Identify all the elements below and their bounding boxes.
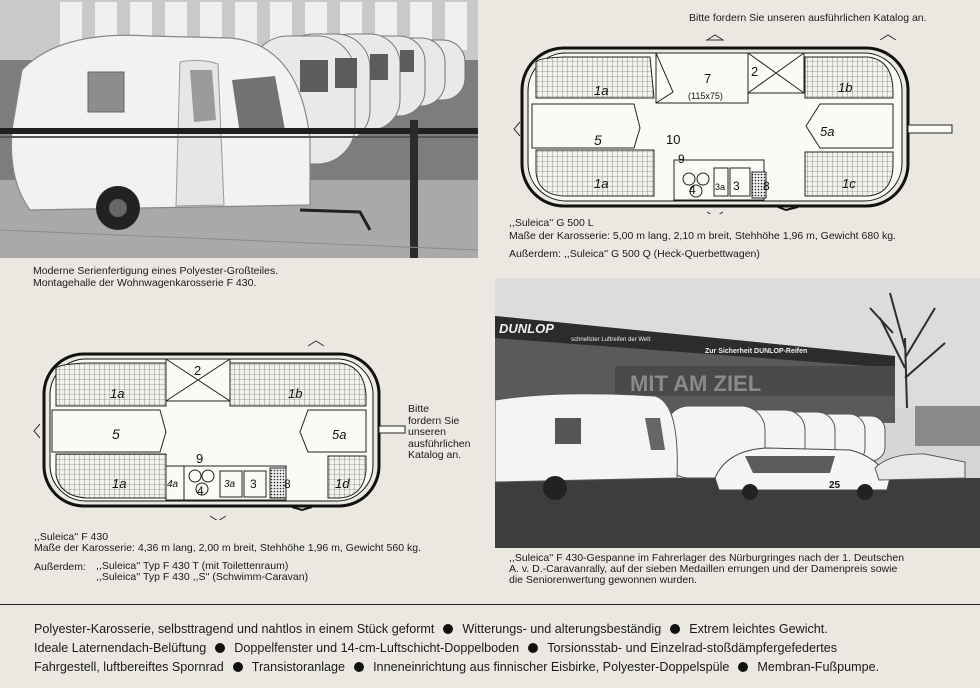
plan-g500-label-1c: 1c <box>842 176 856 191</box>
plan-f430-label-8: 8 <box>284 477 291 491</box>
plan-g500-label-1a-bottom: 1a <box>594 176 609 191</box>
banner-mit-am-ziel: MIT AM ZIEL <box>630 371 762 396</box>
plan-f430-label-1a-top: 1a <box>110 386 125 401</box>
plan-g500-model: ,,Suleica'' G 500 L <box>509 217 594 229</box>
sign-dunlop-slogan: schnellster Luftreifen der Welt <box>571 337 651 343</box>
plan-g500-label-8: 8 <box>763 179 770 193</box>
divider <box>0 604 980 605</box>
sign-dunlop: DUNLOP <box>499 321 554 336</box>
plan-f430-label-5: 5 <box>112 426 120 442</box>
sign-dunlop-right: Zur Sicherheit DUNLOP-Reifen <box>705 348 808 355</box>
bullet-icon <box>738 662 748 672</box>
feature-text: Extrem leichtes Gewicht. <box>689 622 828 636</box>
plan-g500-label-3: 3 <box>733 179 740 193</box>
features-line-1 <box>34 620 964 639</box>
features-paragraph <box>34 620 964 677</box>
feature-text: Polyester-Karosserie, selbsttragend und nahtlos in einem Stück geformt <box>34 622 435 636</box>
floor-plan-g500 <box>508 32 960 214</box>
plan-f430-label-5a: 5a <box>332 427 347 442</box>
plan-f430-also-label: Außerdem: <box>34 561 86 573</box>
feature-text: Membran-Fußpumpe. <box>757 660 880 674</box>
plan-g500-label-5a: 5a <box>820 124 835 139</box>
plan-g500-also: Außerdem: ,,Suleica'' G 500 Q (Heck-Querbettwagen) <box>509 248 760 260</box>
bullet-icon <box>233 662 243 672</box>
plan-f430-label-3a: 3a <box>224 479 236 490</box>
plan-f430-label-1d: 1d <box>335 476 350 491</box>
plan-f430-label-1b: 1b <box>288 386 303 401</box>
photo-nuerburgring-paddock <box>495 278 980 548</box>
plan-f430-label-2: 2 <box>194 363 202 378</box>
bullet-icon <box>670 624 680 634</box>
plan-g500-label-2: 2 <box>751 64 759 79</box>
bullet-icon <box>443 624 453 634</box>
plan-g500-label-4: 4 <box>689 183 696 197</box>
plan-g500-label-5: 5 <box>594 132 602 148</box>
feature-text: Inneneinrichtung aus finnischer Eisbirke, Polyester-Doppelspüle <box>373 660 730 674</box>
plan-f430-model: ,,Suleica'' F 430 <box>34 531 109 543</box>
car-number: 25 <box>829 480 841 491</box>
plan-g500-label-1a-top: 1a <box>594 83 609 98</box>
features-line-3 <box>34 658 964 677</box>
plan-f430-also-list: ,,Suleica'' Typ F 430 T (mit Toilettenraum) ,,Suleica'' Typ F 430 ,,S'' (Schwimm-Caravan) <box>96 560 309 583</box>
plan-f430-label-3: 3 <box>250 477 257 491</box>
bullet-icon <box>354 662 364 672</box>
feature-text: Witterungs- und alterungsbeständig <box>462 622 662 636</box>
photo-factory-hall <box>0 0 478 258</box>
plan-f430-dimensions: Maße der Karosserie: 4,36 m lang, 2,00 m breit, Stehhöhe 1,96 m, Gewicht 560 kg. <box>34 542 421 554</box>
bullet-icon <box>215 643 225 653</box>
plan-f430-label-1a-bottom: 1a <box>112 476 127 491</box>
plan-g500-label-10: 10 <box>666 132 681 147</box>
photo-factory-caption: Moderne Serienfertigung eines Polyester-Großteiles. Montagehalle der Wohnwagenkarosserie F 430. <box>33 265 279 289</box>
floor-plan-f430 <box>30 340 410 520</box>
plan-g500-dimensions: Maße der Karosserie: 5,00 m lang, 2,10 m breit, Stehhöhe 1,96 m, Gewicht 680 kg. <box>509 230 896 242</box>
plan-g500-label-7: 7 <box>704 71 712 86</box>
feature-text: Ideale Laternendach-Belüftung <box>34 641 207 655</box>
feature-text: Torsionsstab- und Einzelrad-stoßdämpfergefedertes <box>547 641 837 655</box>
plan-f430-label-4: 4 <box>197 484 204 498</box>
feature-text: Fahrgestell, luftbereiftes Spornrad <box>34 660 224 674</box>
feature-text: Doppelfenster und 14-cm-Luftschicht-Doppelboden <box>234 641 520 655</box>
catalog-request-note: Bitte fordern Sie unseren ausführlichen Katalog an. <box>689 12 927 24</box>
plan-g500-label-3a: 3a <box>715 182 726 192</box>
photo-nuerburgring-caption: ,,Suleica'' F 430-Gespanne im Fahrerlager des Nürburgringes nach der 1. Deutschen A. v. D.-Caravanrally, auf der sieben Medaillen errungen und der Damenpreis sowie die Seniorenwertung gewonnen wurden. <box>509 552 905 586</box>
plan-f430-label-4a: 4a <box>167 479 179 490</box>
plan-f430-side-note: Bitte fordern Sie unseren ausführlichen Katalog an. <box>408 403 471 461</box>
plan-g500-label-9: 9 <box>678 152 685 166</box>
plan-f430-label-9: 9 <box>196 451 204 466</box>
bullet-icon <box>528 643 538 653</box>
plan-g500-label-7-dim: (115x75) <box>688 91 723 101</box>
plan-g500-label-1b: 1b <box>838 80 853 95</box>
feature-text: Transistoranlage <box>251 660 346 674</box>
features-line-2 <box>34 639 964 658</box>
